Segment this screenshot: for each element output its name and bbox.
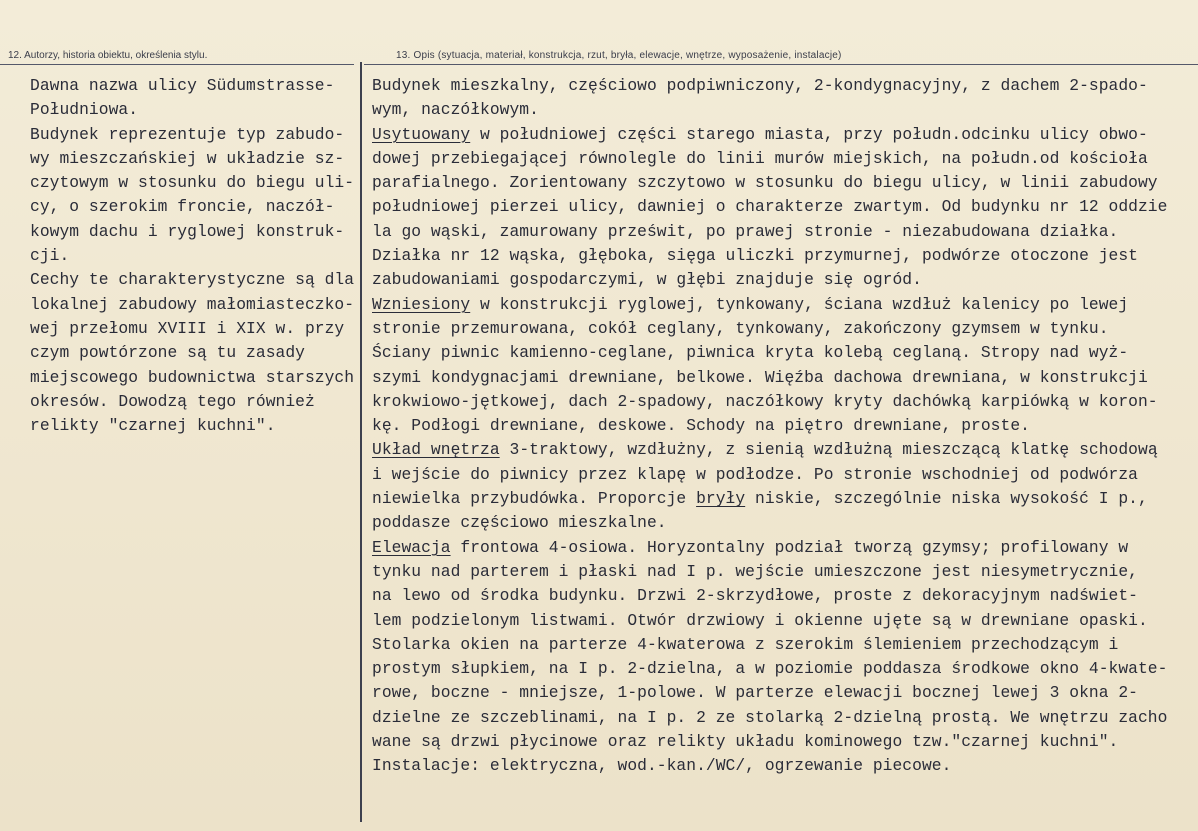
line-text: Instalacje: elektryczna, wod.-kan./WC/, ogrzewanie piecowe.: [372, 756, 952, 776]
section-13-heading: 13. Opis (sytuacja, materiał, konstrukcja, rzut, bryła, elewacje, wnętrze, wyposażenie, instalacje): [396, 50, 842, 61]
line-text: krokwiowo-jętkowej, dach 2-spadowy, naczółkowy kryty dachówką karpiówką w koron-: [372, 391, 1158, 411]
description-text-line: [372, 560, 1198, 584]
line-text: parafialnego. Zorientowany szczytowo w stosunku do biegu ulicy, w linii zabudowy: [372, 173, 1158, 193]
description-text-line: [372, 268, 1198, 292]
line-text: Ściany piwnic kamienno-ceglane, piwnica kryta kolebą ceglaną. Stropy nad wyż-: [372, 343, 1129, 363]
line-text: dzielne ze szczeblinami, na I p. 2 ze stolarką 2-dzielną prostą. We wnętrzu zacho: [372, 707, 1168, 727]
line-text: zabudowaniami gospodarczymi, w głębi znajduje się ogród.: [372, 270, 922, 290]
left-text-line: wej przełomu XVIII i XIX w. przy: [30, 318, 345, 338]
left-text-line: cji.: [30, 246, 70, 266]
line-text: wym, naczółkowym.: [372, 100, 539, 120]
description-text-column: [372, 74, 1198, 779]
description-text-line: [372, 390, 1198, 414]
description-text-line: [372, 681, 1198, 705]
line-text: 3-traktowy, wzdłużny, z sienią wzdłużną mieszczącą klatkę schodową: [499, 440, 1158, 460]
line-text: prostym słupkiem, na I p. 2-dzielna, a w poziomie poddasza środkowe okno 4-kwate-: [372, 659, 1168, 679]
description-text-line: [372, 730, 1198, 754]
description-text-line: [372, 487, 1198, 511]
underlined-keyword: bryły: [696, 489, 746, 509]
line-text: poddasze częściowo mieszkalne.: [372, 513, 667, 533]
description-text-line: [372, 463, 1198, 487]
left-text-line: Cechy te charakterystyczne są dla: [30, 270, 355, 290]
left-text-line: miejscowego budownictwa starszych: [30, 367, 355, 387]
line-text: Działka nr 12 wąska, głęboka, sięga uliczki przymurnej, podwórze otoczone jest: [372, 246, 1138, 266]
description-text-line: [372, 123, 1198, 147]
description-text-line: [372, 536, 1198, 560]
description-text-line: [372, 366, 1198, 390]
description-text-line: [372, 438, 1198, 462]
left-text-line: cy, o szerokim froncie, naczół-: [30, 197, 335, 217]
description-text-line: [372, 171, 1198, 195]
line-text: wane są drzwi płycinowe oraz relikty układu kominowego tzw."czarnej kuchni".: [372, 732, 1119, 752]
description-text-line: [372, 584, 1198, 608]
line-text: na lewo od środka budynku. Drzwi 2-skrzydłowe, proste z dekoracyjnym nadświet-: [372, 586, 1138, 606]
description-text-line: [372, 195, 1198, 219]
underlined-keyword: Wzniesiony: [372, 294, 471, 314]
line-text: i wejście do piwnicy przez klapę w podłodze. Po stronie wschodniej od podwórza: [372, 464, 1138, 484]
line-text: stronie przemurowana, cokół ceglany, tynkowany, zakończony gzymsem w tynku.: [372, 318, 1109, 338]
description-text-line: [372, 633, 1198, 657]
description-text-line: [372, 293, 1198, 317]
line-text: la go wąski, zamurowany prześwit, po prawej stronie - niezabudowana działka.: [372, 221, 1119, 241]
left-text-line: wy mieszczańskiej w układzie sz-: [30, 148, 345, 168]
line-text: niewielka przybudówka. Proporcje: [372, 489, 697, 509]
line-text: w konstrukcji ryglowej, tynkowany, ściana wzdłuż kalenicy po lewej: [470, 294, 1129, 314]
description-text-line: [372, 244, 1198, 268]
header-rule-right: [364, 64, 1198, 65]
description-text-line: [372, 147, 1198, 171]
line-text: kę. Podłogi drewniane, deskowe. Schody na piętro drewniane, proste.: [372, 416, 1030, 436]
line-text: w południowej części starego miasta, przy połudn.odcinku ulicy obwo-: [470, 124, 1148, 144]
line-text: dowej przebiegającej równolegle do linii murów miejskich, na połudn.od kościoła: [372, 148, 1148, 168]
section-12-heading: 12. Autorzy, historia obiektu, określenia stylu.: [8, 50, 208, 61]
header-rule-left: [0, 64, 354, 65]
description-text-line: [372, 511, 1198, 535]
underlined-keyword: Elewacja: [372, 537, 451, 557]
line-text: frontowa 4-osiowa. Horyzontalny podział tworzą gzymsy; profilowany w: [450, 537, 1129, 557]
description-text-line: [372, 341, 1198, 365]
line-text: Budynek mieszkalny, częściowo podpiwniczony, 2-kondygnacyjny, z dachem 2-spado-: [372, 76, 1148, 95]
column-divider: [360, 62, 362, 822]
description-text-line: [372, 706, 1198, 730]
left-text-line: kowym dachu i ryglowej konstruk-: [30, 221, 345, 241]
description-text-line: [372, 754, 1198, 778]
line-text: szymi kondygnacjami drewniane, belkowe. Więźba dachowa drewniana, w konstrukcji: [372, 367, 1148, 387]
description-text-line: [372, 98, 1198, 122]
history-text-column: [30, 74, 360, 438]
line-text: niskie, szczególnie niska wysokość I p.,: [745, 489, 1148, 509]
underlined-keyword: Układ wnętrza: [372, 440, 500, 460]
line-text: południowej pierzei ulicy, dawniej o charakterze zwartym. Od budynku nr 12 oddzie: [372, 197, 1168, 217]
line-text: rowe, boczne - mniejsze, 1-polowe. W parterze elewacji bocznej lewej 3 okna 2-: [372, 683, 1138, 703]
description-text-line: [372, 609, 1198, 633]
description-text-line: [372, 317, 1198, 341]
line-text: lem podzielonym listwami. Otwór drzwiowy i okienne ujęte są w drewniane opaski.: [372, 610, 1148, 630]
left-text-line: czytowym w stosunku do biegu uli-: [30, 173, 355, 193]
line-text: tynku nad parterem i płaski nad I p. wejście umieszczone jest niesymetrycznie,: [372, 561, 1138, 581]
left-text-line: czym powtórzone są tu zasady: [30, 343, 305, 363]
left-text-line: lokalnej zabudowy małomiasteczko-: [30, 294, 355, 314]
line-text: Stolarka okien na parterze 4-kwaterowa z szerokim ślemieniem przechodzącym i: [372, 634, 1119, 654]
left-text-line: relikty "czarnej kuchni".: [30, 416, 276, 436]
left-text-line: okresów. Dowodzą tego również: [30, 391, 315, 411]
underlined-keyword: Usytuowany: [372, 124, 471, 144]
description-text-line: [372, 220, 1198, 244]
left-text-line: Dawna nazwa ulicy Südumstrasse-: [30, 76, 335, 95]
description-text-line: [372, 657, 1198, 681]
description-text-line: [372, 414, 1198, 438]
description-text-line: [372, 74, 1198, 98]
left-text-line: Południowa.: [30, 100, 139, 120]
left-text-line: Budynek reprezentuje typ zabudo-: [30, 124, 345, 144]
